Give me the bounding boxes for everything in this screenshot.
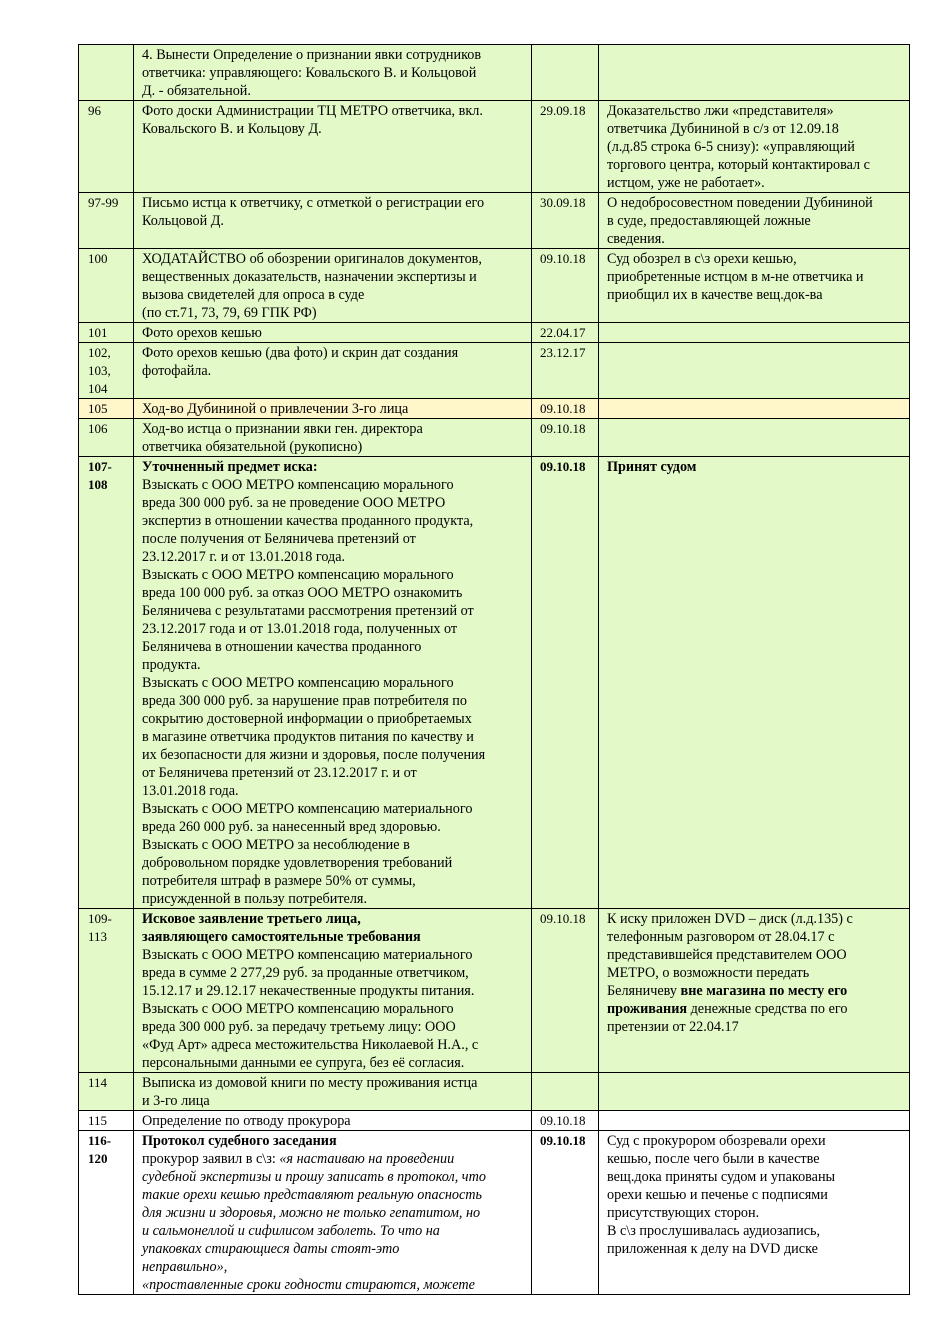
document-date	[532, 1073, 599, 1111]
document-date: 09.10.18	[532, 1111, 599, 1131]
row-number	[79, 45, 134, 101]
table-row	[79, 909, 910, 1073]
row-number: 100	[79, 249, 134, 323]
table-row	[79, 343, 910, 399]
table-row	[79, 419, 910, 457]
row-number: 115	[79, 1111, 134, 1131]
row-number: 105	[79, 399, 134, 419]
document-date: 09.10.18	[532, 457, 599, 909]
table-row	[79, 1111, 910, 1131]
document-date: 23.12.17	[532, 343, 599, 399]
document-date: 09.10.18	[532, 1131, 599, 1295]
table-row	[79, 457, 910, 909]
document-description: Фото орехов кешью (два фото) и скрин дат создания фотофайла.	[134, 343, 532, 399]
note	[599, 45, 910, 101]
table-row	[79, 45, 910, 101]
note: О недобросовестном поведении Дубининой в суде, предоставляющей ложные сведения.	[599, 193, 910, 249]
table-row	[79, 101, 910, 193]
document-date: 22.04.17	[532, 323, 599, 343]
document-description: 4. Вынести Определение о признании явки сотрудников ответчика: управляющего: Ковальского В. и Кольцовой Д. - обязательной.	[134, 45, 532, 101]
section-title: Уточненный предмет иска:	[142, 459, 318, 475]
note	[599, 399, 910, 419]
document-description: Фото орехов кешью	[134, 323, 532, 343]
note: Суд с прокурором обозревали орехи кешью, после чего были в качестве вещ.дока приняты судом и упакованы орехи кешью и печенье с подписями присутствующих сторон. В с\з прослушивалась аудиозапись, приложенная к делу на DVD диске	[599, 1131, 910, 1295]
document-description: ХОДАТАЙСТВО об обозрении оригиналов документов, вещественных доказательств, назначении экспертизы и вызова свидетелей для опроса в суде (по ст.71, 73, 79, 69 ГПК РФ)	[134, 249, 532, 323]
emphasis: вне магазина по месту его	[680, 983, 848, 999]
document-date: 09.10.18	[532, 399, 599, 419]
note: Доказательство лжи «представителя» ответчика Дубининой в с/з от 12.09.18 (л.д.85 строка 6-5 снизу): «управляющий торгового центра, который контактировал с истцом, уже не работает».	[599, 101, 910, 193]
row-number: 109- 113	[79, 909, 134, 1073]
section-title: заявляющего самостоятельные требования	[142, 929, 421, 945]
section-title: Протокол судебного заседания	[142, 1133, 337, 1149]
document-date: 09.10.18	[532, 419, 599, 457]
document-description: Фото доски Администрации ТЦ МЕТРО ответчика, вкл. Ковальского В. и Кольцову Д.	[134, 101, 532, 193]
table-row	[79, 1073, 910, 1111]
row-number: 107- 108	[79, 457, 134, 909]
section-title: Исковое заявление третьего лица,	[142, 911, 361, 927]
note	[599, 323, 910, 343]
table-row	[79, 249, 910, 323]
table-row	[79, 1131, 910, 1295]
document-description: Ход-во Дубининой о привлечении 3-го лица	[134, 399, 532, 419]
row-number: 96	[79, 101, 134, 193]
row-number: 97-99	[79, 193, 134, 249]
note	[599, 1111, 910, 1131]
accepted-label: Принят судом	[607, 459, 697, 475]
document-description: Протокол судебного заседания прокурор заявил в с\з: «я настаиваю на проведении судебной экспертизы и прошу записать в протокол, что такие орехи кешью представляют реальную опасность для жизни и здоровья, можно не только гепатитом, но и сальмонеллой и сифилисом заболеть. То что на упаковках стирающиеся даты стоят-это неправильно», «проставленные сроки годности стираются, можете	[134, 1131, 532, 1295]
table-row	[79, 399, 910, 419]
note: Суд обозрел в с\з орехи кешью, приобретенные истцом в м-не ответчика и приобщил их в качестве вещ.док-ва	[599, 249, 910, 323]
note	[599, 419, 910, 457]
note	[599, 457, 910, 909]
document-page	[78, 44, 909, 1295]
document-description: Уточненный предмет иска: Взыскать с ООО МЕТРО компенсацию морального вреда 300 000 руб. за не проведение ООО МЕТРО экспертиз в отношении качества проданного продукта, после получения от Беляничева претензий от 23.12.2017 г. и от 13.01.2018 года. Взыскать с ООО МЕТРО компенсацию морального вреда 100 000 руб. за отказ ООО МЕТРО ознакомить Беляничева с результатами рассмотрения претензий от 23.12.2017 года и от 13.01.2018 года, полученных от Беляничева в отношении качества проданного продукта. Взыскать с ООО МЕТРО компенсацию морального вреда 300 000 руб. за нарушение прав потребителя по сокрытию достоверной информации о приобретаемых в магазине ответчика продуктов питания по качеству и их безопасности для жизни и здоровья, после получения от Беляничева претензий от 23.12.2017 г. и от 13.01.2018 года. Взыскать с ООО МЕТРО компенсацию материального вреда 260 000 руб. за нанесенный вред здоровью. Взыскать с ООО МЕТРО за несоблюдение в добровольном порядке удовлетворения требований потребителя штраф в размере 50% от суммы, присужденной в пользу потребителя.	[134, 457, 532, 909]
evidence-table	[78, 44, 910, 1295]
document-date	[532, 45, 599, 101]
row-number: 116- 120	[79, 1131, 134, 1295]
row-number: 101	[79, 323, 134, 343]
document-date: 09.10.18	[532, 249, 599, 323]
document-description: Выписка из домовой книги по месту проживания истца и 3-го лица	[134, 1073, 532, 1111]
note: К иску приложен DVD – диск (л.д.135) с телефонным разговором от 28.04.17 с представившейся представителем ООО МЕТРО, о возможности передать Беляничеву вне магазина по месту его проживания денежные средства по его претензии от 22.04.17	[599, 909, 910, 1073]
document-date: 29.09.18	[532, 101, 599, 193]
row-number: 102, 103, 104	[79, 343, 134, 399]
document-description: Письмо истца к ответчику, с отметкой о регистрации его Кольцовой Д.	[134, 193, 532, 249]
document-description: Определение по отводу прокурора	[134, 1111, 532, 1131]
document-date: 09.10.18	[532, 909, 599, 1073]
note	[599, 343, 910, 399]
table-row	[79, 323, 910, 343]
emphasis: проживания	[607, 1001, 688, 1017]
document-description: Исковое заявление третьего лица, заявляющего самостоятельные требования Взыскать с ООО МЕТРО компенсацию материального вреда в сумме 2 277,29 руб. за проданные ответчиком, 15.12.17 и 29.12.17 некачественные продукты питания. Взыскать с ООО МЕТРО компенсацию морального вреда 300 000 руб. за передачу третьему лицу: ООО «Фуд Арт» адреса местожительства Николаевой Н.А., с персональными данными ее супруга, без её согласия.	[134, 909, 532, 1073]
document-date: 30.09.18	[532, 193, 599, 249]
row-number: 114	[79, 1073, 134, 1111]
table-row	[79, 193, 910, 249]
document-description: Ход-во истца о признании явки ген. директора ответчика обязательной (рукописно)	[134, 419, 532, 457]
note	[599, 1073, 910, 1111]
row-number: 106	[79, 419, 134, 457]
